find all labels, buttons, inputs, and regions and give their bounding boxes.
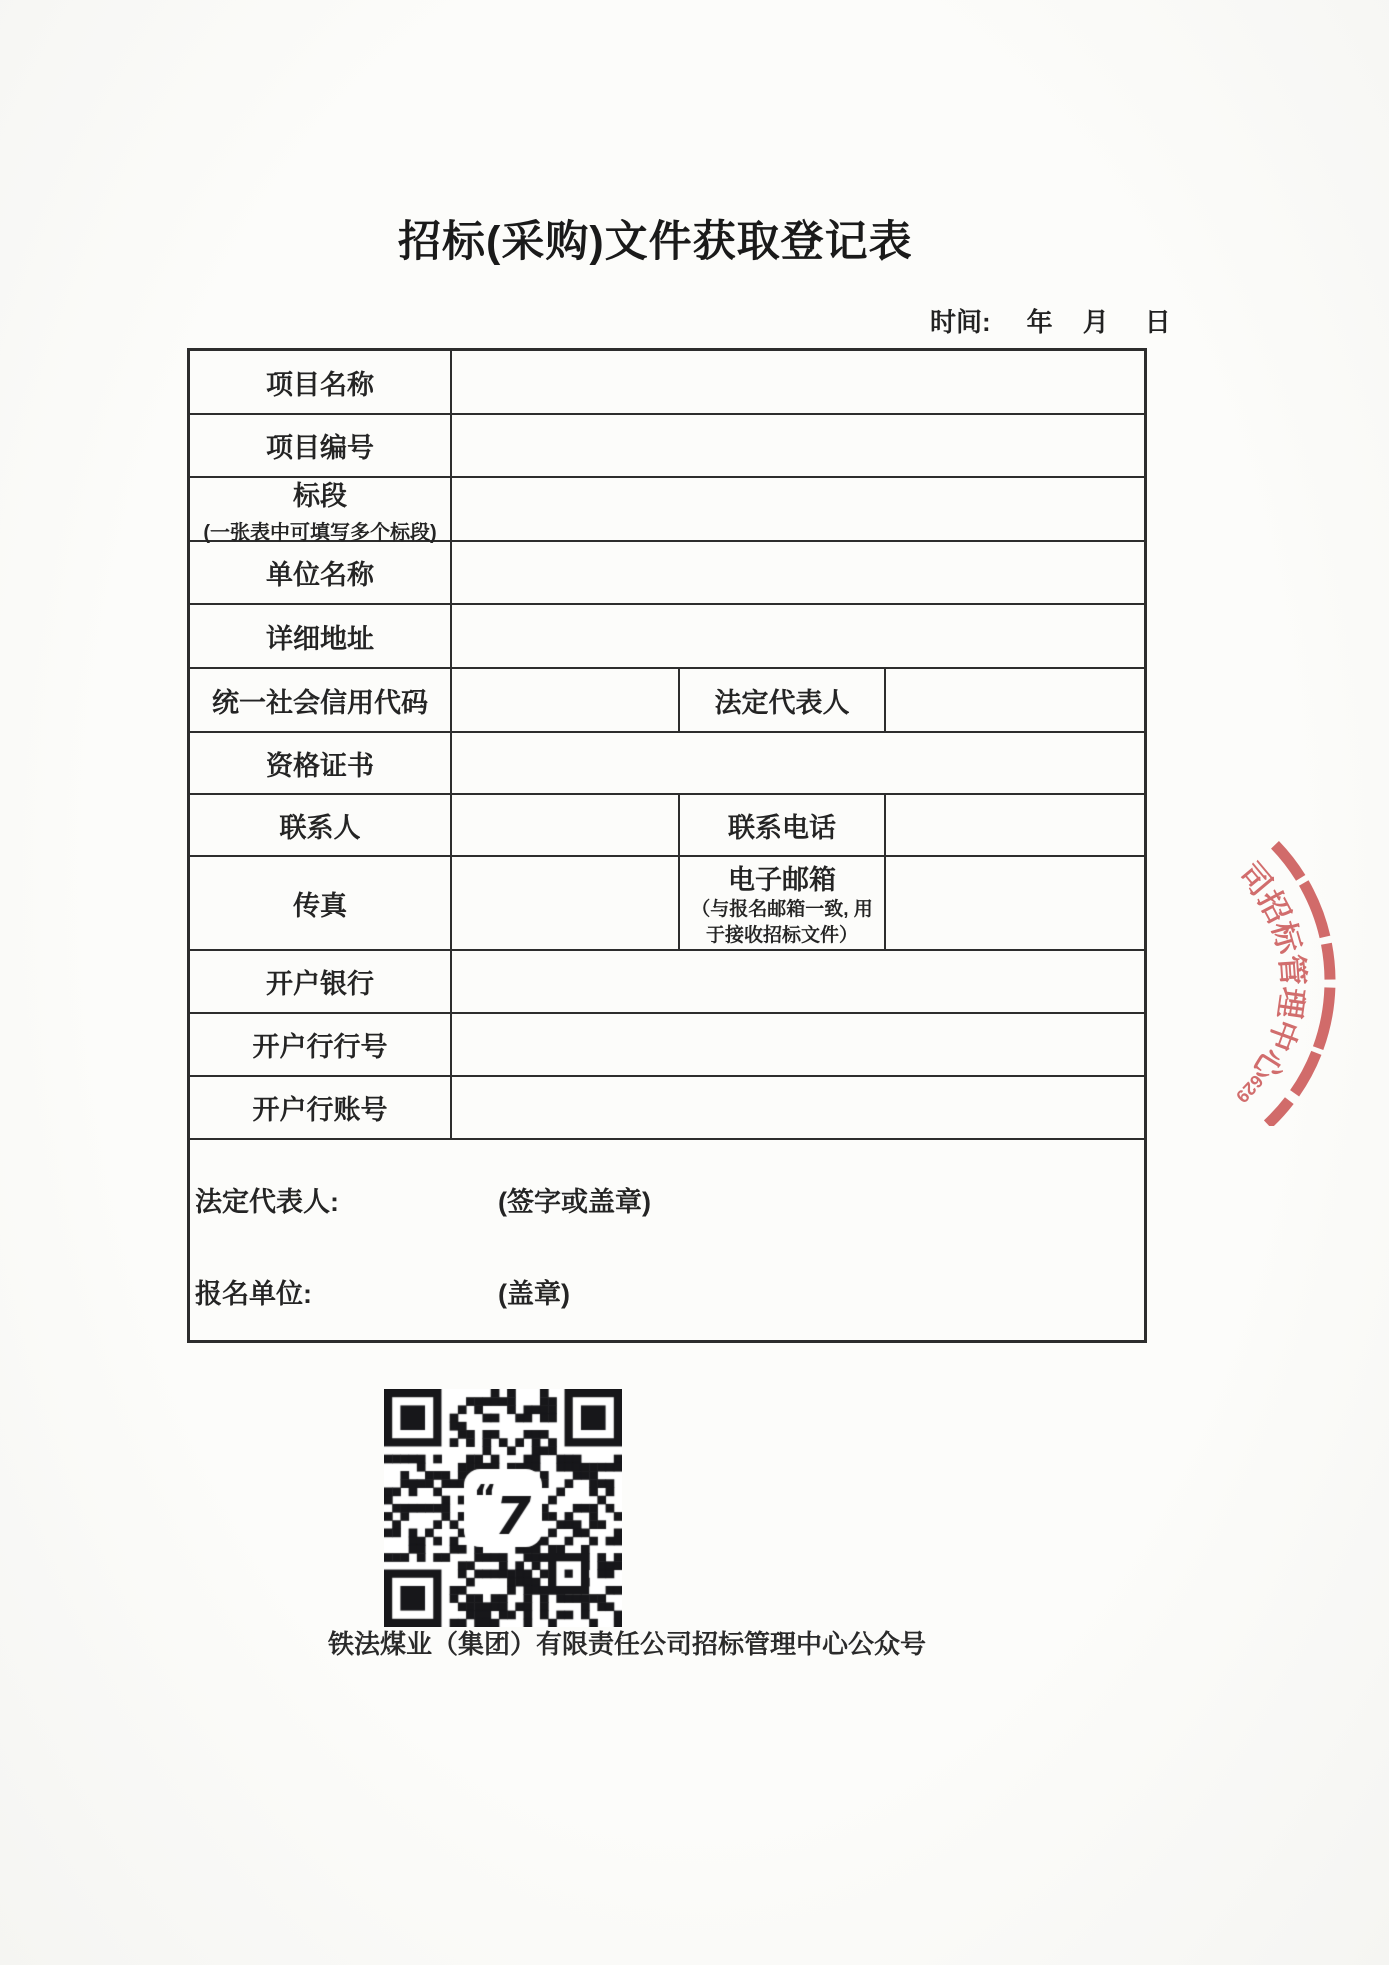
label-note-line2: 于接收招标文件） bbox=[705, 924, 858, 946]
label-text: 标段 bbox=[293, 480, 347, 511]
table-row-bid-section bbox=[190, 478, 1144, 542]
applicant-signature-line bbox=[195, 1272, 570, 1311]
table-row-address bbox=[190, 605, 1144, 669]
label-text: 电子邮箱 bbox=[728, 864, 836, 895]
label-text: 开户行行号 bbox=[252, 1032, 388, 1062]
value-cell-phone bbox=[884, 795, 1144, 855]
table-row-bank bbox=[190, 951, 1144, 1014]
label-text: 详细地址 bbox=[266, 623, 374, 654]
value-cell-legal-rep bbox=[884, 669, 1144, 731]
row-label-legal-rep bbox=[678, 669, 884, 731]
value-cell-unit-name bbox=[450, 542, 1144, 603]
applicant-label: 报名单位: bbox=[195, 1279, 312, 1309]
row-label bbox=[190, 951, 450, 1012]
svg-text:中: 中 bbox=[1261, 1014, 1305, 1056]
label-note: (一张表中可填写多个标段) bbox=[203, 521, 437, 544]
label-text: 联系人 bbox=[279, 812, 361, 843]
row-label-email bbox=[678, 857, 884, 949]
label-text: 单位名称 bbox=[266, 560, 374, 590]
table-row-credit-code bbox=[190, 669, 1144, 733]
label-text: 统一社会信用代码 bbox=[212, 687, 428, 718]
label-text: 传真 bbox=[293, 890, 347, 921]
legal-rep-label: 法定代表人: bbox=[195, 1187, 339, 1217]
svg-text:招: 招 bbox=[1251, 884, 1297, 929]
label-text: 资格证书 bbox=[266, 750, 374, 781]
svg-text:理: 理 bbox=[1271, 985, 1311, 1021]
svg-text:629: 629 bbox=[1231, 1070, 1268, 1107]
qr-code-block bbox=[384, 1389, 622, 1627]
table-row-qualification bbox=[190, 733, 1144, 795]
label-text: 联系电话 bbox=[728, 812, 836, 843]
row-label bbox=[190, 1077, 450, 1138]
svg-text:心: 心 bbox=[1245, 1042, 1292, 1088]
time-line bbox=[930, 302, 1171, 339]
svg-text:司: 司 bbox=[1232, 855, 1279, 903]
time-year-label: 年 bbox=[1026, 307, 1053, 337]
row-label bbox=[190, 795, 450, 855]
value-cell-project-number bbox=[450, 415, 1144, 476]
value-cell-email bbox=[884, 857, 1144, 949]
form-title: 招标(采购)文件获取登记表 bbox=[398, 218, 913, 266]
time-day-label: 日 bbox=[1144, 307, 1171, 337]
row-label bbox=[190, 478, 450, 544]
time-month-label: 月 bbox=[1082, 307, 1109, 337]
red-seal-stamp bbox=[1196, 826, 1389, 1126]
table-row-bank-account bbox=[190, 1077, 1144, 1140]
value-cell-project-name bbox=[450, 351, 1144, 413]
value-cell-bid-section bbox=[450, 478, 1144, 540]
label-text: 项目名称 bbox=[266, 369, 374, 400]
row-label-phone bbox=[678, 795, 884, 855]
value-cell-bank bbox=[450, 951, 1144, 1012]
row-label bbox=[190, 1014, 450, 1075]
value-cell-fax bbox=[450, 857, 678, 949]
svg-text:标: 标 bbox=[1265, 917, 1308, 958]
row-label bbox=[190, 857, 450, 949]
legal-rep-hint: (签字或盖章) bbox=[498, 1187, 651, 1217]
value-cell-bank-account bbox=[450, 1077, 1144, 1138]
qr-code bbox=[384, 1389, 622, 1627]
row-label bbox=[190, 415, 450, 476]
table-row-fax-email bbox=[190, 857, 1144, 951]
signature-section bbox=[190, 1140, 1144, 1340]
row-label bbox=[190, 351, 450, 413]
label-text: 开户行账号 bbox=[252, 1095, 388, 1125]
registration-table bbox=[187, 348, 1147, 1343]
time-label: 时间: bbox=[930, 307, 991, 337]
row-label bbox=[190, 669, 450, 731]
label-note-line1: （与报名邮箱一致, 用 bbox=[691, 898, 873, 920]
table-row-unit-name bbox=[190, 542, 1144, 605]
applicant-hint: (盖章) bbox=[498, 1279, 570, 1309]
row-label bbox=[190, 605, 450, 667]
table-row-project-number bbox=[190, 415, 1144, 478]
value-cell-address bbox=[450, 605, 1144, 667]
label-text: 法定代表人 bbox=[714, 687, 850, 718]
qr-caption: 铁法煤业（集团）有限责任公司招标管理中心公众号 bbox=[327, 1629, 926, 1659]
value-cell-bank-branch-no bbox=[450, 1014, 1144, 1075]
value-cell-contact bbox=[450, 795, 678, 855]
table-row-project-name bbox=[190, 351, 1144, 415]
label-text: 开户银行 bbox=[266, 969, 374, 999]
row-label bbox=[190, 733, 450, 793]
svg-text:管: 管 bbox=[1273, 953, 1311, 987]
table-row-contact bbox=[190, 795, 1144, 857]
legal-rep-signature-line bbox=[195, 1180, 651, 1219]
value-cell-qualification bbox=[450, 733, 1144, 793]
row-label bbox=[190, 542, 450, 603]
table-row-bank-branch-no bbox=[190, 1014, 1144, 1077]
value-cell-credit-code bbox=[450, 669, 678, 731]
label-text: 项目编号 bbox=[266, 433, 374, 463]
